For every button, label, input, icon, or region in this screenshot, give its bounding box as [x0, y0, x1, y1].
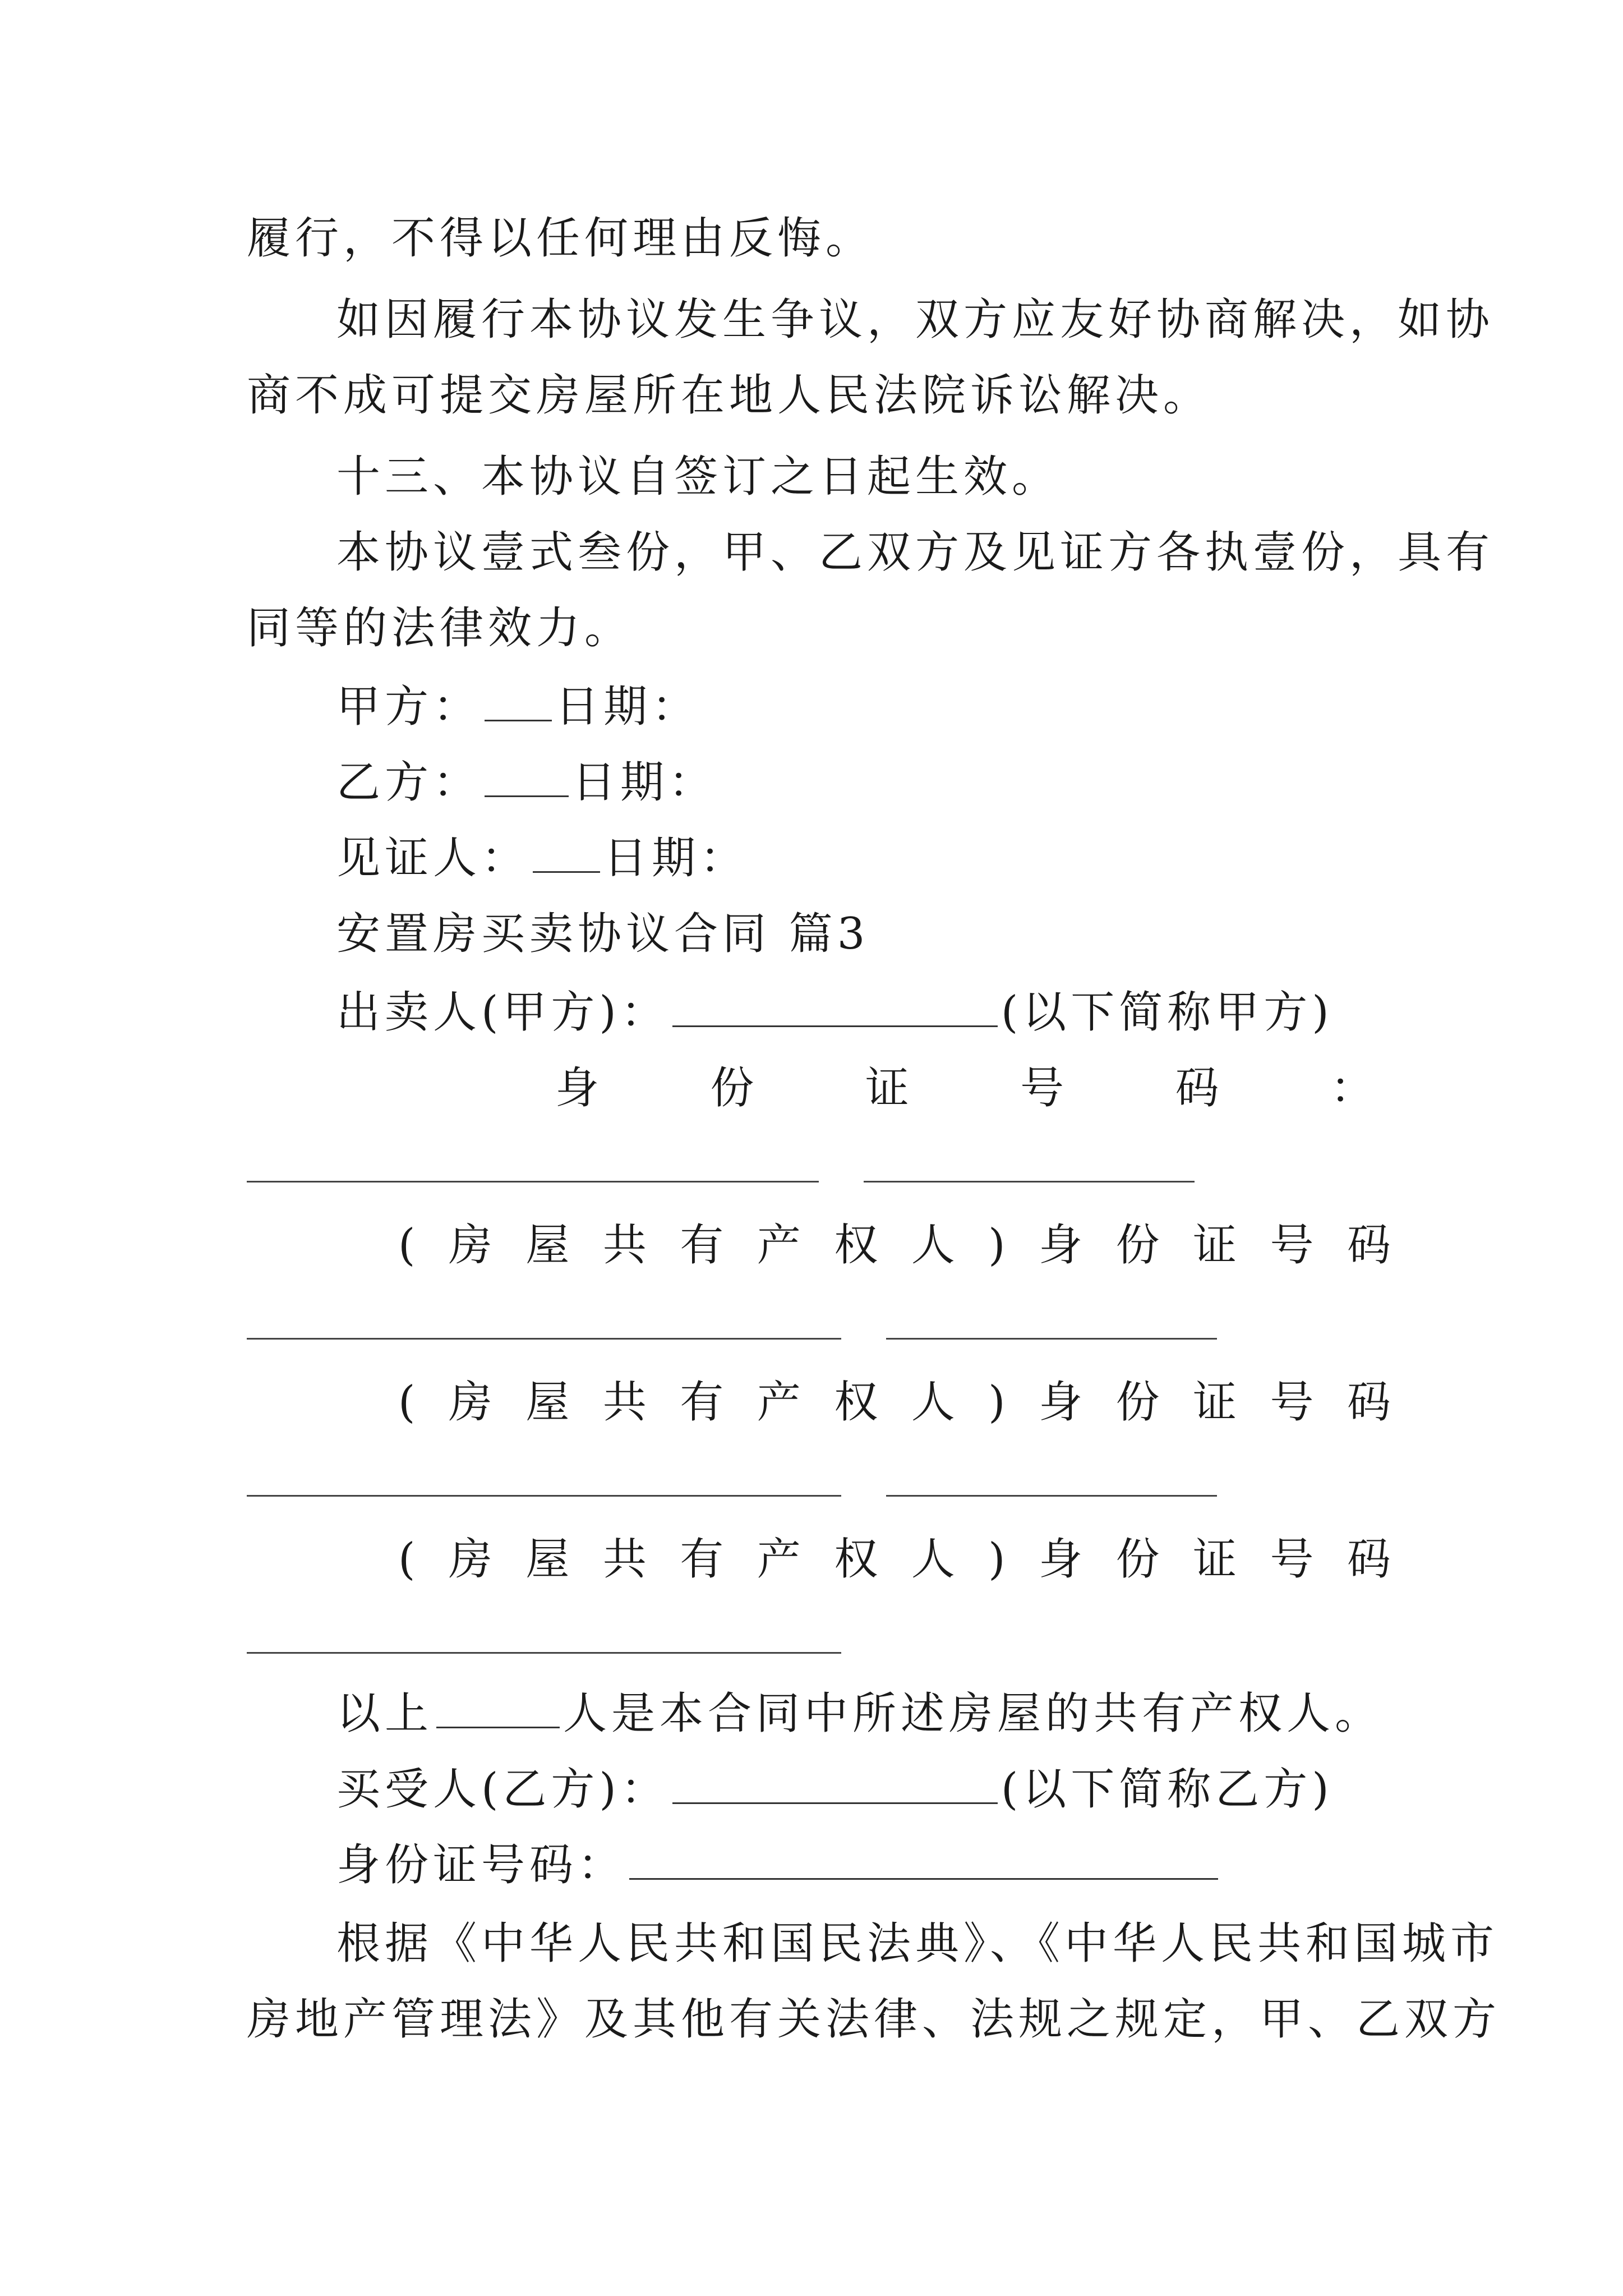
- spread-char: 身: [1039, 1534, 1083, 1585]
- party-a-blank[interactable]: [485, 680, 552, 721]
- seller-line: [336, 982, 1391, 1043]
- paragraph-line: 同等的法律效力。: [247, 603, 633, 654]
- witness-blank[interactable]: [533, 832, 600, 873]
- spread-char: 有: [680, 1377, 724, 1428]
- seller-suffix: (以下简称甲方): [1000, 987, 1334, 1038]
- spread-char: ): [988, 1534, 1006, 1585]
- spread-char: ：: [1330, 1063, 1374, 1114]
- spread-char: 证: [1193, 1377, 1237, 1428]
- spread-char: 码: [1347, 1220, 1391, 1271]
- buyer-id-line: [336, 1834, 1391, 1896]
- spread-char: 屋: [525, 1377, 570, 1428]
- seller-id-label: [555, 1057, 1374, 1119]
- spread-char: 码: [1347, 1534, 1391, 1585]
- buyer-label: 买受人(乙方)：: [336, 1764, 669, 1815]
- buyer-name-blank[interactable]: [672, 1763, 998, 1804]
- co-owner-id-label: [398, 1372, 1391, 1433]
- co-owners-count-line: [336, 1683, 1391, 1745]
- spread-char: 身: [1039, 1220, 1083, 1271]
- spread-char: (: [398, 1220, 416, 1271]
- paragraph-line: 本协议壹式叁份，甲、乙双方及见证方各执壹份，具有: [336, 527, 1495, 578]
- co-owner-id-label: [398, 1529, 1391, 1590]
- co-owner-id-blank-extra[interactable]: [886, 1338, 1217, 1340]
- paragraph-line: 房地产管理法》及其他有关法律、法规之规定，甲、乙双方: [247, 1994, 1501, 2045]
- party-b-blank[interactable]: [485, 756, 569, 797]
- party-a-label: 甲方：: [336, 682, 482, 732]
- spread-char: ): [988, 1220, 1006, 1271]
- spread-char: 权: [834, 1377, 878, 1428]
- spread-char: 共: [602, 1377, 647, 1428]
- spread-char: 房: [448, 1220, 492, 1271]
- seller-label: 出卖人(甲方)：: [336, 987, 669, 1038]
- spread-char: 号: [1270, 1534, 1314, 1585]
- section-title: 安置房买卖协议合同 篇3: [336, 909, 870, 959]
- witness-date-label: 日期：: [603, 833, 749, 884]
- spread-char: 共: [602, 1220, 647, 1271]
- spread-char: 房: [448, 1377, 492, 1428]
- spread-char: 证: [865, 1063, 909, 1114]
- spread-char: 有: [680, 1220, 724, 1271]
- spread-char: 产: [757, 1534, 801, 1585]
- co-owner-id-blank[interactable]: [247, 1338, 841, 1340]
- spread-char: 屋: [525, 1534, 570, 1585]
- party-b-date-label: 日期：: [572, 757, 717, 808]
- buyer-line: [336, 1759, 1391, 1820]
- spread-char: 产: [757, 1377, 801, 1428]
- spread-char: 权: [834, 1534, 878, 1585]
- spread-char: 身: [555, 1063, 600, 1114]
- spread-char: 房: [448, 1534, 492, 1585]
- seller-id-blank[interactable]: [247, 1181, 819, 1182]
- spread-char: ): [988, 1377, 1006, 1428]
- seller-id-blank-extra[interactable]: [864, 1181, 1195, 1182]
- co-owner-id-blank[interactable]: [247, 1652, 841, 1654]
- spread-char: 号: [1270, 1220, 1314, 1271]
- spread-char: 人: [911, 1220, 955, 1271]
- co-owner-id-blank[interactable]: [247, 1495, 841, 1497]
- paragraph-line: 十三、本协议自签订之日起生效。: [336, 452, 1061, 502]
- spread-char: 号: [1270, 1377, 1314, 1428]
- co-owner-id-blank-extra[interactable]: [886, 1495, 1217, 1497]
- co-owners-count-blank[interactable]: [436, 1687, 560, 1728]
- paragraph-line: 商不成可提交房屋所在地人民法院诉讼解决。: [247, 370, 1212, 421]
- spread-char: 码: [1347, 1377, 1391, 1428]
- spread-char: 权: [834, 1220, 878, 1271]
- spread-char: 份: [1115, 1220, 1160, 1271]
- spread-char: 号: [1020, 1063, 1064, 1114]
- party-a-date-label: 日期：: [555, 682, 700, 732]
- paragraph-line: 如因履行本协议发生争议，双方应友好协商解决，如协: [336, 295, 1495, 345]
- spread-char: 有: [680, 1534, 724, 1585]
- spread-char: 份: [1115, 1377, 1160, 1428]
- buyer-suffix: (以下简称乙方): [1000, 1764, 1334, 1815]
- witness-signature-line: [336, 827, 1391, 889]
- spread-char: 证: [1193, 1534, 1237, 1585]
- party-b-signature-line: [336, 752, 1391, 813]
- spread-char: 人: [911, 1377, 955, 1428]
- seller-name-blank[interactable]: [672, 986, 998, 1027]
- paragraph-line: 根据《中华人民共和国民法典》、《中华人民共和国城市: [336, 1918, 1499, 1969]
- spread-char: 份: [710, 1063, 754, 1114]
- party-b-label: 乙方：: [336, 757, 482, 808]
- party-a-signature-line: [336, 676, 1391, 738]
- spread-char: 份: [1115, 1534, 1160, 1585]
- spread-char: 码: [1175, 1063, 1219, 1114]
- co-owner-id-label: [398, 1214, 1391, 1276]
- spread-char: 证: [1193, 1220, 1237, 1271]
- spread-char: 人: [911, 1534, 955, 1585]
- buyer-id-label: 身份证号码：: [336, 1840, 626, 1890]
- witness-label: 见证人：: [336, 833, 530, 884]
- spread-char: 共: [602, 1534, 647, 1585]
- spread-char: 屋: [525, 1220, 570, 1271]
- spread-char: 产: [757, 1220, 801, 1271]
- buyer-id-blank[interactable]: [629, 1839, 1218, 1880]
- co-owners-prefix: 以上: [336, 1688, 434, 1739]
- spread-char: (: [398, 1534, 416, 1585]
- spread-char: (: [398, 1377, 416, 1428]
- co-owners-suffix: 人是本合同中所述房屋的共有产权人。: [563, 1688, 1384, 1739]
- paragraph-line: 履行，不得以任何理由反悔。: [247, 213, 874, 264]
- spread-char: 身: [1039, 1377, 1083, 1428]
